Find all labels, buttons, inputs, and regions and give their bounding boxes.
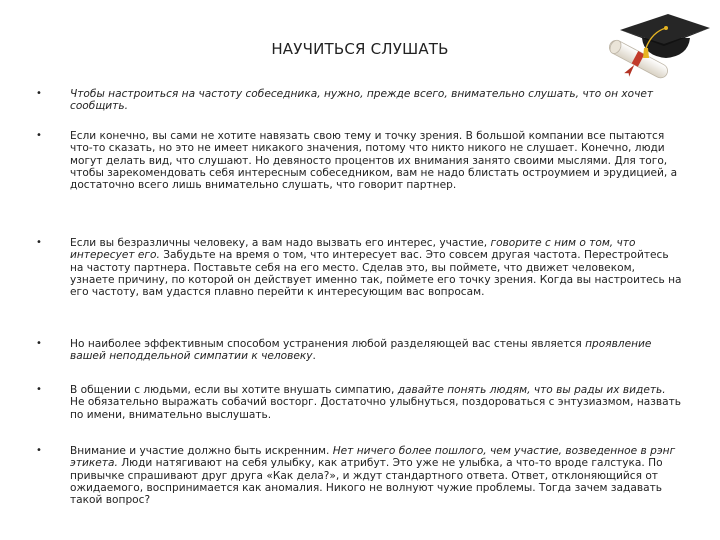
- list-item: • Но наиболее эффективным способом устранения любой разделяющей вас стены является проявление вашей неподдельной симпатии к человеку.: [36, 338, 652, 363]
- bullet-marker: •: [36, 130, 42, 141]
- bullet-marker: •: [36, 88, 42, 99]
- bullet-marker: •: [36, 445, 42, 456]
- bullet-marker: •: [36, 384, 42, 395]
- list-item: • Если конечно, вы сами не хотите навязать свою тему и точку зрения. В большой компании все пытаются что-то сказать, но это не имеет никакого значения, потому что никто никого не слушает. Конечно, люди могут делать вид, что слушают. Но девяносто процентов их внимания занято своими мыслями. Для того, чтобы зарекомендовать себя интересным собеседником, вам не надо блистать остроумием и эрудицией, а достаточно всего лишь внимательно слушать, что говорит партнер.: [36, 130, 678, 192]
- graduation-cap-diploma-icon: [592, 8, 712, 80]
- list-item: • Чтобы настроиться на частоту собеседника, нужно, прежде всего, внимательно слушать, что он хочет сообщить.: [36, 88, 654, 113]
- list-item: • В общении с людьми, если вы хотите внушать симпатию, давайте понять людям, что вы рады их видеть. Не обязательно выражать собачий восторг. Достаточно улыбнуться, поздороваться с энтузиазмом, назвать по имени, внимательно выслушать.: [36, 384, 682, 421]
- bullet-marker: •: [36, 338, 42, 349]
- page-title: НАУЧИТЬСЯ СЛУШАТЬ: [271, 40, 449, 58]
- bullet-marker: •: [36, 237, 42, 248]
- list-item: • Внимание и участие должно быть искренним. Нет ничего более пошлого, чем участие, возведенное в рэнг этикета. Люди натягивают на себя улыбку, как атрибут. Это уже не улыбка, а что-то вроде галстука. По привычке спрашивают друг друга «Как дела?», и ждут стандартного ответа. Ответ, отклоняющийся от ожидаемого, воспринимается как аномалия. Никого не волнуют чужие проблемы. Тогда зачем задавать такой вопрос?: [36, 445, 676, 507]
- list-item: • Если вы безразличны человеку, а вам надо вызвать его интерес, участие, говорите с ним о том, что интересует его. Забудьте на время о том, что интересует вас. Это совсем другая частота. Перестройтесь на частоту партнера. Поставьте себя на его место. Сделав это, вы поймете, что движет человеком, узнаете причину, по которой он действует именно так, поймете его точку зрения. Когда вы настроитесь на его частоту, вам удастся плавно перейти к интересующим вас вопросам.: [36, 237, 682, 299]
